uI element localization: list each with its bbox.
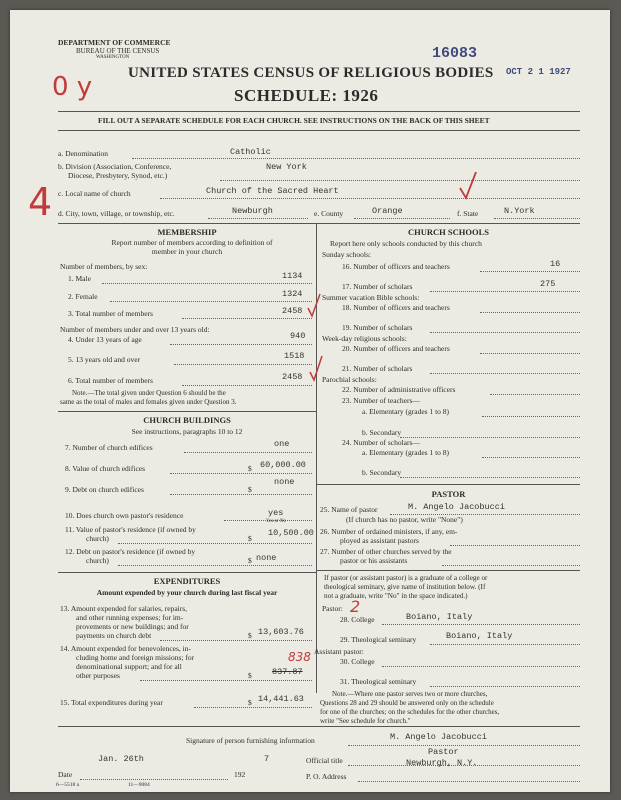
received-stamp-number: 16083 [432,45,478,62]
q29-line [430,644,580,645]
membership-note-2: same as the total of males and females given under Question 3. [60,398,237,406]
q3-value[interactable]: 2458 [282,306,303,316]
division-value[interactable]: New York [266,162,307,172]
q5-label: 5. 13 years old and over [68,355,141,364]
date-value[interactable]: Jan. 26th [98,754,144,764]
expenditures-intro: Amount expended by your church during last fiscal year [96,588,278,597]
q29-label: 29. Theological seminary [340,635,417,644]
q23b-label: b. Secondary [362,428,402,437]
q9-dollar: $ [248,485,252,494]
q24a-label: a. Elementary (grades 1 to 8) [362,448,450,457]
q7-label: 7. Number of church edifices [65,443,153,452]
q14-line [140,680,312,681]
q13-line-4: payments on church debt [76,631,152,640]
q11-value[interactable]: 10,500.00 [268,528,314,538]
q13-line-3: provements or new buildings; and for [76,622,189,631]
q2-label: 2. Female [68,292,98,301]
q16-value[interactable]: 16 [550,259,561,269]
q9-label: 9. Debt on church edifices [65,485,144,494]
pastor-heading: PASTOR [431,489,466,499]
q4-label: 4. Under 13 years of age [68,335,142,344]
date-line [80,779,228,780]
q2-line [110,301,312,302]
q6-value[interactable]: 2458 [282,372,303,382]
q14-line-2: cluding home and foreign missions; for [76,653,195,662]
q12-label: 12. Debt on pastor's residence (if owned by [65,547,196,556]
q6-label: 6. Total number of members [68,376,153,385]
bureau-name: BUREAU OF THE CENSUS [76,47,160,55]
q28-value[interactable]: Boiano, Italy [406,612,473,622]
q31-label: 31. Theological seminary [340,677,417,686]
q12-label-cont: church) [86,556,109,565]
pastor-subhead: Pastor: [322,604,343,613]
church-name-line [160,198,580,199]
q30-line [382,666,580,667]
q13-line-2: and other running expenses; for im- [76,613,184,622]
members-by-sex-label: Number of members, by sex: [60,262,148,271]
pastor-note-2: Questions 28 and 29 should be answered only on the schedule [320,699,494,707]
schools-rule [317,484,580,485]
q13-line-1: 13. Amount expended for salaries, repairs, [60,604,188,613]
sunday-schools-label: Sunday schools: [322,250,371,259]
q27-label: 27. Number of other churches served by the [320,547,452,556]
q22-label: 22. Number of administrative officers [342,385,456,394]
q19-line [430,332,580,333]
church-name-value[interactable]: Church of the Sacred Heart [206,186,339,196]
q19-label: 19. Number of scholars [342,323,413,332]
q2-value[interactable]: 1324 [282,289,303,299]
q3-label: 3. Total number of members [68,309,153,318]
schools-heading: CHURCH SCHOOLS [408,227,489,237]
q24a-line [482,457,580,458]
age-intro-label: Number of members under and over 13 years old: [60,325,210,334]
q8-value[interactable]: 60,000.00 [260,460,306,470]
state-value[interactable]: N.York [504,206,535,216]
membership-note-1: Note.—The total given under Question 6 should be the [72,389,226,397]
q1-label: 1. Male [68,274,91,283]
q24-label: 24. Number of scholars— [342,438,420,447]
q28-line [382,624,580,625]
q21-label: 21. Number of scholars [342,364,413,373]
weekday-schools-label: Week-day religious schools: [322,334,407,343]
q23a-line [482,416,580,417]
q20-line [480,353,580,354]
q18-line [480,312,580,313]
division-label: b. Division (Association, Conference, [58,162,172,171]
city-label: d. City, town, village, or township, etc. [58,209,175,218]
po-address-value[interactable]: Newburgh, N.Y. [406,758,478,768]
q14-value[interactable]: 837.87 [272,667,303,677]
form-subtitle: SCHEDULE: 1926 [234,86,379,105]
q1-value[interactable]: 1134 [282,271,303,281]
q24b-label: b. Secondary [362,468,402,477]
red-checkmark-icon [458,170,478,202]
q23b-line [400,437,580,438]
state-label: f. State [457,209,479,218]
denomination-line [132,158,580,159]
q26-label-cont: ployed as assistant pastors [340,536,419,545]
date-label: Date [58,770,73,779]
q10-value[interactable]: yes [268,508,284,518]
q25-value[interactable]: M. Angelo Jacobucci [408,502,505,512]
summer-schools-label: Summer vacation Bible schools: [322,293,420,302]
q14-red-correction: 838 [288,650,311,664]
q17-label: 17. Number of scholars [342,282,413,291]
q26-line [450,545,580,546]
membership-rule [58,411,316,412]
print-number: 11—9084 [128,782,150,788]
signature-label: Signature of person furnishing information [186,736,315,745]
q25-label: 25. Name of pastor [320,505,378,514]
form-title: UNITED STATES CENSUS OF RELIGIOUS BODIES [128,65,494,81]
q20-label: 20. Number of officers and teachers [342,344,450,353]
county-value[interactable]: Orange [372,206,403,216]
q8-dollar: $ [248,464,252,473]
date-year-prefix: 192 [234,770,246,779]
form-instruction: FILL OUT A SEPARATE SCHEDULE FOR EACH CHURCH. SEE INSTRUCTIONS ON THE BACK OF THIS SHEET [98,116,490,125]
q12-dollar: $ [248,556,252,565]
q11-line [118,543,312,544]
q13-value[interactable]: 13,603.76 [258,627,304,637]
red-tick-q3-icon [306,292,322,318]
q17-line [430,291,580,292]
q18-label: 18. Number of officers and teachers [342,303,450,312]
official-title-value[interactable]: Pastor [428,747,459,757]
q15-value[interactable]: 14,441.63 [258,694,304,704]
q14-line-1: 14. Amount expended for benevolences, in- [60,644,192,653]
q24b-line [400,477,580,478]
buildings-heading: CHURCH BUILDINGS [143,415,231,425]
q31-line [430,686,580,687]
official-title-label: Official title [306,756,343,765]
denomination-value[interactable]: Catholic [230,147,271,157]
pastor-rule [317,570,580,571]
yes-no-hint: Yes or No [266,519,287,524]
received-stamp-date: OCT 2 1 1927 [506,67,571,77]
q10-label: 10. Does church own pastor's residence [65,511,184,520]
graduate-note-1: If pastor (or assistant pastor) is a graduate of a college or [324,574,488,582]
red-annotation-left: 4 [28,180,53,224]
q13-line [160,640,312,641]
q23a-label: a. Elementary (grades 1 to 8) [362,407,450,416]
buildings-rule [58,572,316,573]
membership-intro-2: member in your church [151,247,223,256]
buildings-intro: See instructions, paragraphs 10 to 12 [131,427,243,436]
header-rule-bottom [58,130,580,131]
q9-line [170,494,312,495]
q29-value[interactable]: Boiano, Italy [446,631,513,641]
bureau-city: WASHINGTON [96,55,130,60]
q25-note: (If church has no pastor, write "None") [346,515,463,524]
q5-value[interactable]: 1518 [284,351,305,361]
header-rule-top [58,111,580,112]
main-rule-bottom [58,726,580,727]
q7-value[interactable]: one [274,439,290,449]
q14-line-4: other purposes [76,671,120,680]
q15-dollar: $ [248,698,252,707]
q22-line [490,394,580,395]
q30-label: 30. College [340,657,375,666]
pastor-note-1: Note.—Where one pastor serves two or more churches, [332,690,488,698]
q8-label: 8. Value of church edifices [65,464,146,473]
q4-value[interactable]: 940 [290,331,306,341]
membership-heading: MEMBERSHIP [157,227,217,237]
q15-line [194,707,312,708]
graduate-note-3: not a graduate, write "No" in the space indicated.) [324,592,468,600]
po-address-line [358,781,580,782]
city-value[interactable]: Newburgh [232,206,273,216]
parochial-schools-label: Parochial schools: [322,375,377,384]
county-label: e. County [314,209,344,218]
q27-line [442,565,580,566]
pastor-red-mark: 2 [350,597,361,616]
q11-label-cont: church) [86,534,109,543]
membership-intro-1: Report number of members according to definition of [111,238,273,247]
q17-value[interactable]: 275 [540,279,556,289]
q13-dollar: $ [248,631,252,640]
schools-intro: Report here only schools conducted by this church [330,239,482,248]
q14-line-3: denominational support; and for all [76,662,182,671]
q6-line [182,385,312,386]
county-line [354,218,450,219]
form-number: 6—5518 a [56,782,80,788]
q14-dollar: $ [248,671,252,680]
city-line [208,218,308,219]
denomination-label: a. Denomination [58,149,108,158]
q7-line [184,452,312,453]
church-name-label: c. Local name of church [58,189,131,198]
date-year-suffix[interactable]: 7 [264,754,270,764]
q21-line [430,373,580,374]
department-name: DEPARTMENT OF COMMERCE [58,38,171,47]
red-annotation-top: 0 y [52,72,93,102]
expenditures-heading: EXPENDITURES [153,576,221,586]
q8-line [170,473,312,474]
q12-line [118,565,312,566]
q3-line [182,318,312,319]
q11-label: 11. Value of pastor's residence (if owned by [65,525,196,534]
q28-label: 28. College [340,615,375,624]
q16-label: 16. Number of officers and teachers [342,262,450,271]
division-label-cont: Diocese, Presbytery, Synod, etc.) [68,171,168,180]
main-rule-top [58,223,580,224]
signature-line [348,745,580,746]
pastor-note-4: write "See schedule for church." [320,717,411,725]
signature-value[interactable]: M. Angelo Jacobucci [390,732,487,742]
assistant-pastor-subhead: Assistant pastor: [314,647,364,656]
division-line [220,180,580,181]
q9-value[interactable]: none [274,477,295,487]
census-schedule-sheet [10,10,610,792]
q11-dollar: $ [248,534,252,543]
graduate-note-2: theological seminary, give name of institution below. (If [324,583,486,591]
po-address-label: P. O. Address [306,772,347,781]
q26-label: 26. Number of ordained ministers, if any, em- [320,527,458,536]
state-line [494,218,580,219]
q27-label-cont: pastor or his assistants [340,556,408,565]
pastor-note-3: for one of the churches; on the schedules for the other churches, [320,708,500,716]
q15-label: 15. Total expenditures during year [60,698,163,707]
q12-value[interactable]: none [256,553,277,563]
q4-line [170,344,312,345]
q16-line [480,271,580,272]
q5-line [174,364,312,365]
q23-label: 23. Number of teachers— [342,396,420,405]
q1-line [102,283,312,284]
